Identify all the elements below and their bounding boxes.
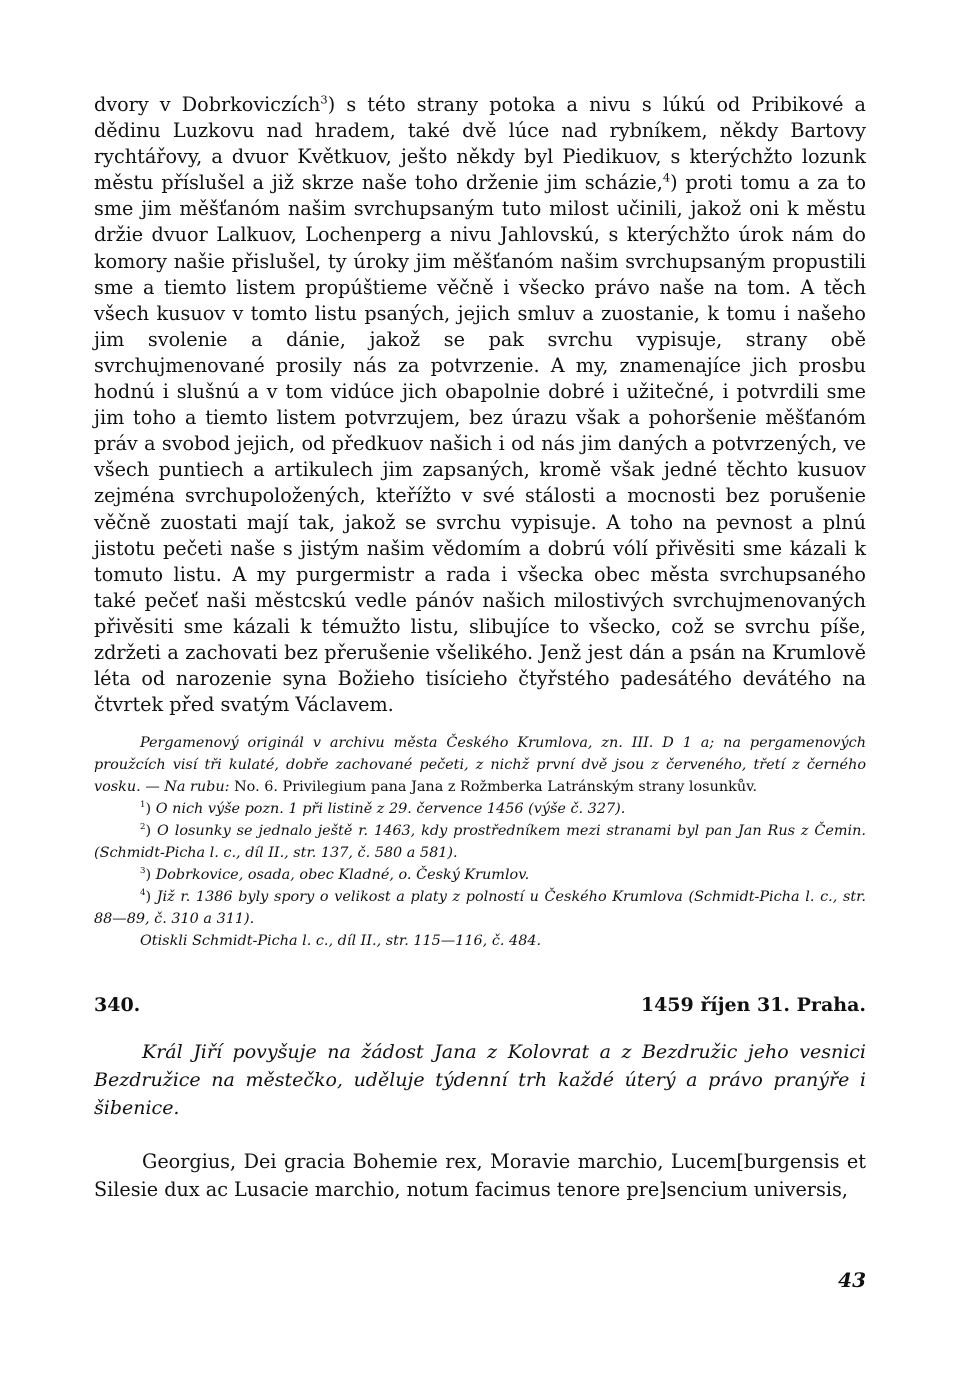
footnote-2: $^2$) O losunky se jednalo ještě r. 1463, kdy prostředníkem mezi stranami byl pan Jan Rus z Čemin. (Schmidt-Picha l. c., díl II., str. 137, č. 580 a 581). [94, 822, 866, 862]
entry-number: 340. [94, 994, 141, 1017]
notes-block [94, 732, 866, 952]
charter-text: dvory v Dobrkoviczích$^3$) s této strany potoka a nivu s lúkú od Pribikové a dědinu Luzkovu nad hradem, také dvě lúce nad rybníkem, někdy Bartovy rychtářovy, a dvuor Květkuov, ješto někdy byl Piedikuov, s kterýchžto lozunk městu příslušel a již skrze naše toho drženie jim scházie,$^4$) proti tomu a za to sme jim měšťanóm našim svrchupsaným tuto milost učinili, jakož oni k městu držie dvuor Lalkuov, Lochenperg a nivu Jahlovskú, s kterýchžto úrok nám do komory našie přislušel, ty úroky jim měšťanóm našim svrchupsaným propustili sme a tiemto listem propúštieme věčně i všecko právo naše na tom. A těch všech kusuov v tomto listu psaných, jejich smluv a zuostanie, k tomu i našeho jim svolenie a dánie, jakož se pak svrchu vypisuje, strany obě svrchujmenované prosily nás za potvrzenie. A my, znamenajíce jich prosbu hodnú i slušnú a v tom vidúce jich obapolnie dobré i užitečné, i potvrdili sme jim toho a tiemto listem potvrzujem, bez úrazu však a pohoršenie měšťanóm práv a svobod jejich, od předkuov našich i od nás jim daných a potvrzených, ve všech puntiech a artikulech jim zapsaných, kromě však jedné těchto kusuov zejména svrchupoložených, kteřížto v své stálosti a mocnosti bez porušenie věčně zuostati mají tak, jakož se svrchu vypisuje. A toho na pevnost a plnú jistotu pečeti naše s jistým našim vědomím a dobrú vólí přivěsiti sme kázali k tomuto listu. A my purgermistr a rada i všecka obec města svrchupsaného také pečeť naši městcskú vedle pánóv našich milostivých svrchujmenovaných přivěsiti sme kázali k témužto listu, slibujíce to všecko, což se svrchu píše, zdržeti a zachovati bez přerušenie všelikého. Jenž jest dán a psán na Krumlově léta od narozenie syna Božieho tisícieho čtyřstého padesátého devátého na čtvrtek před svatým Václavem. [94, 92, 866, 717]
footnote-1: $^1$) O nich výše pozn. 1 při listině z 29. července 1456 (výše č. 327). [140, 800, 626, 818]
entry-date-place: 1459 říjen 31. Praha. [640, 994, 866, 1017]
footnote-3: $^3$) Dobrkovice, osada, obec Kladné, o. Český Krumlov. [140, 866, 530, 884]
source-note: Pergamenový originál v archivu města Českého Krumlova, zn. III. D 1 a; na pergamenových proužcích visí tři kulaté, dobře zachované pečeti, z nichž první dvě jsou z červeného, třetí z černého vosku. — Na rubu: No. 6. Privilegium pana Jana z Rožmberka Latránským strany losunkův. [94, 735, 866, 796]
entry-regest: Král Jiří povyšuje na žádost Jana z Kolovrat a z Bezdružic jeho vesnici Bezdružice na městečko, uděluje týdenní trh každé úterý a právo pranýře i šibenice. [94, 1041, 866, 1120]
entry-header [94, 994, 866, 1016]
page [94, 92, 866, 1223]
page-number: 43 [838, 1268, 866, 1292]
main-text [94, 92, 866, 718]
printed-in-note: Otiskli Schmidt-Picha l. c., díl II., str. 115—116, č. 484. [140, 933, 542, 950]
entry-latin-text: Georgius, Dei gracia Bohemie rex, Moravie marchio, Lucem[burgensis et Silesie dux ac Lusacie marchio, notum facimus tenore pre]sencium universis, [94, 1150, 866, 1202]
footnote-4: $^4$) Již r. 1386 byly spory o velikost a platy z polností u Českého Krumlova (Schmidt-Picha l. c., str. 88—89, č. 310 a 311). [94, 888, 866, 928]
